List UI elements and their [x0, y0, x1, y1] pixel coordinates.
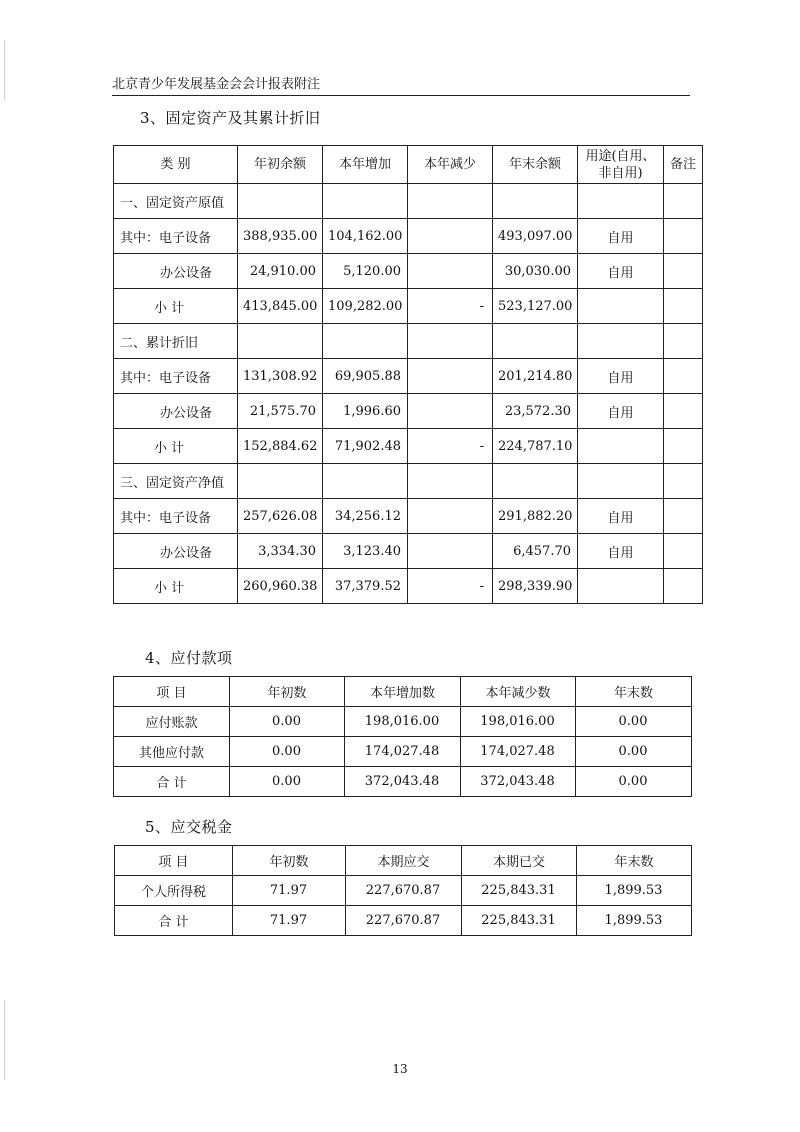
cell-paid: 225,843.31: [462, 876, 577, 906]
cell-use: [578, 184, 664, 219]
cell-end-balance: 30,030.00: [493, 254, 578, 289]
table-row: [114, 569, 703, 604]
cell-end-balance: 23,572.30: [493, 394, 578, 429]
cell-increase: [323, 324, 408, 359]
cell-note: [664, 184, 703, 219]
cell-start-balance: [238, 184, 323, 219]
cell-start: 0.00: [230, 737, 345, 767]
cell-increase: 37,379.52: [323, 569, 408, 604]
cell-increase: 198,016.00: [345, 707, 461, 737]
cell-note: [664, 569, 703, 604]
cell-end: 0.00: [576, 737, 692, 767]
cell-decrease: 174,027.48: [461, 737, 576, 767]
row-label: 合 计: [115, 906, 233, 936]
cell-start-balance: 3,334.30: [238, 534, 323, 569]
column-header-note: 备注: [664, 146, 703, 184]
cell-end-balance: [493, 464, 578, 499]
cell-use: 自用: [578, 359, 664, 394]
table-row: [114, 184, 703, 219]
cell-start: 71.97: [233, 876, 346, 906]
column-header: 年末数: [576, 677, 692, 707]
table-row: [114, 394, 703, 429]
cell-note: [664, 219, 703, 254]
table-row: [114, 499, 703, 534]
cell-note: [664, 464, 703, 499]
cell-use: [578, 429, 664, 464]
fixed-assets-table: [113, 145, 703, 604]
table-row: [114, 219, 703, 254]
cell-end-balance: 298,339.90: [493, 569, 578, 604]
cell-paid: 225,843.31: [462, 906, 577, 936]
cell-decrease: [408, 359, 493, 394]
table-row: [114, 359, 703, 394]
cell-start-balance: 413,845.00: [238, 289, 323, 324]
column-header: 本年减少: [408, 146, 493, 184]
cell-increase: 372,043.48: [345, 767, 461, 797]
scan-edge-mark: [4, 40, 5, 100]
section-title-payables: 4、应付款项: [145, 649, 233, 667]
cell-increase: 34,256.12: [323, 499, 408, 534]
cell-increase: 71,902.48: [323, 429, 408, 464]
cell-note: [664, 534, 703, 569]
cell-end-balance: 291,882.20: [493, 499, 578, 534]
row-label: 应付账款: [114, 707, 230, 737]
cell-due: 227,670.87: [346, 876, 462, 906]
row-label: 个人所得税: [115, 876, 233, 906]
table-row: [114, 289, 703, 324]
section-title-fixed-assets: 3、固定资产及其累计折旧: [140, 109, 321, 127]
cell-end: 1,899.53: [577, 906, 692, 936]
column-header: 年初数: [230, 677, 345, 707]
cell-increase: 104,162.00: [323, 219, 408, 254]
cell-use: [578, 464, 664, 499]
cell-decrease: [408, 464, 493, 499]
cell-start-balance: 131,308.92: [238, 359, 323, 394]
cell-use: [578, 324, 664, 359]
cell-decrease: [408, 324, 493, 359]
row-label: 其中：电子设备: [114, 219, 238, 254]
table-row: [114, 429, 703, 464]
cell-start: 0.00: [230, 707, 345, 737]
table-row: [114, 737, 692, 767]
cell-use: 自用: [578, 499, 664, 534]
table-row: [114, 767, 692, 797]
cell-decrease: [408, 394, 493, 429]
cell-decrease: [408, 219, 493, 254]
cell-end-balance: [493, 184, 578, 219]
row-label: 其他应付款: [114, 737, 230, 767]
cell-start-balance: 152,884.62: [238, 429, 323, 464]
cell-decrease: -: [408, 289, 493, 324]
table-row: [114, 534, 703, 569]
cell-increase: 69,905.88: [323, 359, 408, 394]
column-header: 年初数: [233, 846, 346, 876]
cell-increase: 109,282.00: [323, 289, 408, 324]
cell-use: [578, 569, 664, 604]
table-header-row: [114, 146, 703, 184]
table-row: [115, 906, 692, 936]
cell-decrease: -: [408, 569, 493, 604]
cell-use: 自用: [578, 219, 664, 254]
cell-end-balance: [493, 324, 578, 359]
column-header-use: 用途(自用、非自用): [578, 146, 664, 184]
cell-increase: 174,027.48: [345, 737, 461, 767]
section-title-taxes: 5、应交税金: [145, 818, 233, 836]
table-row: [115, 876, 692, 906]
cell-start-balance: 388,935.00: [238, 219, 323, 254]
column-header: 本期已交: [462, 846, 577, 876]
cell-note: [664, 324, 703, 359]
cell-decrease: [408, 499, 493, 534]
cell-use: 自用: [578, 534, 664, 569]
cell-end-balance: 6,457.70: [493, 534, 578, 569]
row-label: 办公设备: [114, 394, 238, 429]
row-label: 办公设备: [114, 254, 238, 289]
row-label: 小 计: [114, 289, 238, 324]
row-label: 小 计: [114, 429, 238, 464]
cell-end: 1,899.53: [577, 876, 692, 906]
table-row: [114, 254, 703, 289]
cell-increase: 1,996.60: [323, 394, 408, 429]
cell-use: [578, 289, 664, 324]
table-header-row: [115, 846, 692, 876]
row-label: 一、固定资产原值: [114, 184, 238, 219]
cell-end: 0.00: [576, 767, 692, 797]
taxes-table: [114, 845, 692, 936]
cell-end-balance: 493,097.00: [493, 219, 578, 254]
cell-decrease: [408, 254, 493, 289]
cell-start-balance: 24,910.00: [238, 254, 323, 289]
column-header: 项 目: [114, 677, 230, 707]
cell-end-balance: 224,787.10: [493, 429, 578, 464]
row-label: 二、累计折旧: [114, 324, 238, 359]
column-header: 年初余额: [238, 146, 323, 184]
cell-note: [664, 359, 703, 394]
cell-start: 71.97: [233, 906, 346, 936]
cell-end-balance: 201,214.80: [493, 359, 578, 394]
table-row: [114, 324, 703, 359]
cell-decrease: 372,043.48: [461, 767, 576, 797]
cell-increase: [323, 464, 408, 499]
page-header: 北京青少年发展基金会会计报表附注: [112, 77, 690, 96]
row-label: 合 计: [114, 767, 230, 797]
column-header: 年末余额: [493, 146, 578, 184]
row-label: 小 计: [114, 569, 238, 604]
row-label: 三、固定资产净值: [114, 464, 238, 499]
payables-table: [113, 676, 692, 797]
cell-note: [664, 289, 703, 324]
cell-end-balance: 523,127.00: [493, 289, 578, 324]
column-header: 本期应交: [346, 846, 462, 876]
column-header: 年末数: [577, 846, 692, 876]
cell-note: [664, 394, 703, 429]
cell-note: [664, 499, 703, 534]
cell-increase: [323, 184, 408, 219]
cell-decrease: 198,016.00: [461, 707, 576, 737]
table-row: [114, 707, 692, 737]
column-header: 本年增加数: [345, 677, 461, 707]
table-header-row: [114, 677, 692, 707]
cell-due: 227,670.87: [346, 906, 462, 936]
cell-start-balance: 260,960.38: [238, 569, 323, 604]
cell-use: 自用: [578, 254, 664, 289]
cell-start: 0.00: [230, 767, 345, 797]
row-label: 其中：电子设备: [114, 499, 238, 534]
cell-note: [664, 254, 703, 289]
cell-start-balance: [238, 464, 323, 499]
column-header: 本年减少数: [461, 677, 576, 707]
row-label: 其中：电子设备: [114, 359, 238, 394]
column-header: 类 别: [114, 146, 238, 184]
page-number: 13: [392, 1062, 408, 1076]
cell-start-balance: 257,626.08: [238, 499, 323, 534]
column-header: 本年增加: [323, 146, 408, 184]
cell-decrease: -: [408, 429, 493, 464]
cell-increase: 5,120.00: [323, 254, 408, 289]
cell-use: 自用: [578, 394, 664, 429]
cell-start-balance: 21,575.70: [238, 394, 323, 429]
cell-decrease: [408, 534, 493, 569]
cell-decrease: [408, 184, 493, 219]
cell-increase: 3,123.40: [323, 534, 408, 569]
table-row: [114, 464, 703, 499]
cell-start-balance: [238, 324, 323, 359]
cell-end: 0.00: [576, 707, 692, 737]
cell-note: [664, 429, 703, 464]
row-label: 办公设备: [114, 534, 238, 569]
column-header: 项 目: [115, 846, 233, 876]
